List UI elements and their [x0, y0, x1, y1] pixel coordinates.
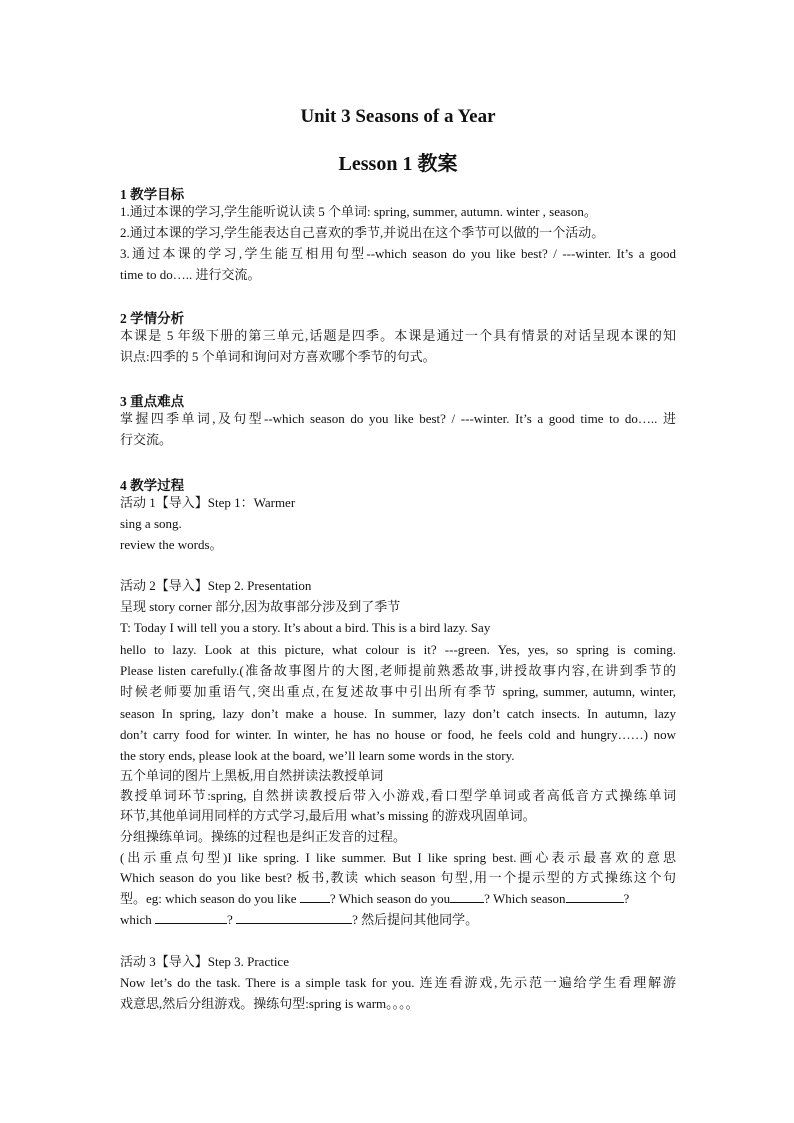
- activity2-line: season In spring, lazy don’t make a house. In summer, lazy don’t catch insects. In autumn, lazy: [120, 706, 676, 721]
- fill-in-line: [120, 910, 478, 930]
- activity3-line: 戏意思,然后分组游戏。操练句型:spring is warm。。。。: [120, 996, 419, 1011]
- lesson-title: Lesson 1 教案: [338, 153, 458, 175]
- activity1-line: sing a song.: [120, 516, 182, 531]
- activity2-line: 时候老师要加重语气,突出重点,在复述故事中引出所有季节 spring, summer, autumn, winter,: [120, 684, 676, 699]
- activity1-line: review the words。: [120, 537, 223, 552]
- fill-in-text: 型。eg: which season do you like: [120, 891, 297, 906]
- fill-in-text: ? 然后提问其他同学。: [352, 912, 479, 927]
- section-heading-key-points: 3 重点难点: [120, 394, 185, 409]
- fill-in-blank: [236, 912, 352, 924]
- activity3-line: Now let’s do the task. There is a simple task for you. 连连看游戏,先示范一遍给学生看理解游: [120, 975, 676, 990]
- objective-line: 2.通过本课的学习,学生能表达自己喜欢的季节,并说出在这个季节可以做的一个活动。: [120, 225, 605, 240]
- activity1-line: 活动 1【导入】Step 1：Warmer: [120, 495, 296, 510]
- fill-in-text: which: [120, 912, 152, 927]
- fill-in-text: ?: [623, 891, 630, 906]
- objective-line: 1.通过本课的学习,学生能听说认读 5 个单词: spring, summer, autumn. winter , season。: [120, 204, 597, 219]
- document-title: Unit 3 Seasons of a Year: [300, 106, 496, 127]
- activity2-line: 分组操练单词。操练的过程也是纠正发音的过程。: [120, 829, 407, 844]
- analysis-line: 本课是 5 年级下册的第三单元,话题是四季。本课是通过一个具有情景的对话呈现本课的知: [120, 328, 676, 343]
- activity2-line: Please listen carefully.(准备故事图片的大图,老师提前熟悉故事,讲授故事内容,在讲到季节的: [120, 663, 676, 678]
- fill-in-blank: [300, 891, 330, 903]
- analysis-line: 识点:四季的 5 个单词和询问对方喜欢哪个季节的句式。: [120, 349, 436, 364]
- activity2-line: the story ends, please look at the board, we’ll learn some words in the story.: [120, 748, 515, 763]
- activity2-line: 活动 2【导入】Step 2. Presentation: [120, 578, 312, 593]
- fill-in-text: ? Which season do you: [329, 891, 451, 906]
- fill-in-line: [120, 889, 629, 909]
- key-points-line: 行交流。: [120, 432, 173, 447]
- activity2-line: 教授单词环节:spring, 自然拼读教授后带入小游戏,看口型学单词或者高低音方式操练单词: [120, 788, 676, 803]
- fill-in-text: ?: [227, 912, 233, 927]
- activity2-line: 环节,其他单词用同样的方式学习,最后用 what’s missing 的游戏巩固单词。: [120, 808, 536, 823]
- section-heading-objectives: 1 教学目标: [120, 187, 185, 202]
- fill-in-blank: [155, 912, 227, 924]
- fill-in-text: ? Which season: [484, 891, 566, 906]
- activity2-line: hello to lazy. Look at this picture, what colour is it? ---green. Yes, yes, so spring is coming.: [120, 642, 676, 657]
- section-heading-analysis: 2 学情分析: [120, 311, 185, 326]
- objective-line: 3.通过本课的学习,学生能互相用句型--which season do you like best? / ---winter. It’s a good: [120, 246, 676, 261]
- activity2-line: T: Today I will tell you a story. It’s about a bird. This is a bird lazy. Say: [120, 620, 491, 635]
- activity2-line: Which season do you like best? 板书,教读 which season 句型,用一个提示型的方式操练这个句: [120, 870, 676, 885]
- activity2-line: don’t carry food for winter. In winter, he has no house or food, he feels cold and hungry……) now: [120, 727, 676, 742]
- objective-line: time to do….. 进行交流。: [120, 267, 261, 282]
- fill-in-blank: [450, 891, 484, 903]
- key-points-line: 掌握四季单词,及句型--which season do you like best? / ---winter. It’s a good time to do….. 进: [120, 411, 676, 426]
- fill-in-blank: [566, 891, 624, 903]
- section-heading-process: 4 教学过程: [120, 478, 185, 493]
- activity2-line: 呈现 story corner 部分,因为故事部分涉及到了季节: [120, 599, 401, 614]
- activity2-line: 五个单词的图片上黑板,用自然拼读法教授单词: [120, 768, 384, 783]
- activity3-line: 活动 3【导入】Step 3. Practice: [120, 954, 289, 969]
- activity2-line: (出示重点句型)I like spring. I like summer. But I like spring best.画心表示最喜欢的意思: [120, 850, 676, 865]
